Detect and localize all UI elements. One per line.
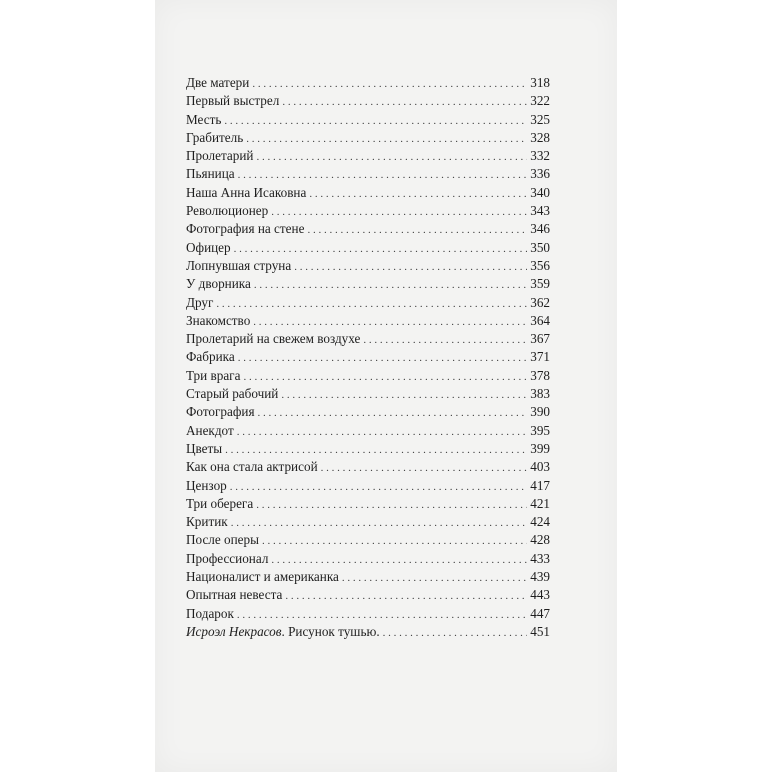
- dot-leader: [252, 75, 527, 93]
- toc-entry-page: 362: [530, 294, 550, 310]
- toc-entry: [186, 92, 550, 110]
- toc-entry-title: Критик: [186, 514, 228, 530]
- toc-entry-page: 390: [530, 404, 550, 420]
- dot-leader: [342, 569, 527, 587]
- toc-entry-title: Первый выстрел: [186, 93, 280, 109]
- dot-leader: [383, 624, 528, 642]
- dot-leader: [258, 404, 528, 422]
- toc-entry-page: 417: [530, 477, 550, 493]
- toc-entry-page: 367: [530, 331, 550, 347]
- toc-entry: [186, 477, 550, 495]
- toc-entry-last: [186, 623, 550, 641]
- toc-entry-page: 403: [530, 459, 550, 475]
- dot-leader: [230, 478, 527, 496]
- toc-entry-title: Цензор: [186, 477, 227, 493]
- toc-entry-title: Знакомство: [186, 312, 251, 328]
- toc-entry: [186, 403, 550, 421]
- toc-entry: [186, 184, 550, 202]
- dot-leader: [234, 240, 528, 258]
- toc-entry: [186, 74, 550, 92]
- toc-entry-page: 447: [530, 605, 550, 621]
- toc-entry: [186, 513, 550, 531]
- toc-entry-title: [186, 623, 383, 641]
- dot-leader: [238, 349, 528, 367]
- toc-entry-page: 318: [530, 75, 550, 90]
- toc-entry: [186, 147, 550, 165]
- toc-entry-page: 322: [530, 93, 550, 109]
- dot-leader: [281, 386, 527, 404]
- toc-entry-title: После оперы: [186, 532, 259, 548]
- toc-entry-page: 428: [530, 532, 550, 548]
- toc-entry: [186, 348, 550, 366]
- toc-entry: [186, 111, 550, 129]
- dot-leader: [294, 258, 527, 276]
- dot-leader: [238, 166, 528, 184]
- toc-entry-page: 343: [530, 203, 550, 219]
- toc-entry-title: Пролетарий: [186, 148, 254, 164]
- dot-leader: [246, 130, 527, 148]
- toc-entry: [186, 568, 550, 586]
- toc-entry: [186, 440, 550, 458]
- dot-leader: [225, 441, 527, 459]
- toc-entry-title: Революционер: [186, 203, 269, 219]
- toc-entry: [186, 422, 550, 440]
- toc-entry: [186, 165, 550, 183]
- toc-entry-title: Три оберега: [186, 495, 254, 511]
- toc-entry-page: 421: [530, 495, 550, 511]
- dot-leader: [282, 93, 527, 111]
- toc-entry: [186, 531, 550, 549]
- toc-entry-title: Три врага: [186, 367, 241, 383]
- toc-entry-page: 451: [530, 623, 550, 639]
- toc-entry-author: Исроэл Некрасов: [186, 623, 282, 639]
- dot-leader: [309, 185, 527, 203]
- toc-entry: [186, 239, 550, 257]
- toc-entry-title: Офицер: [186, 239, 231, 255]
- toc-entry: [186, 367, 550, 385]
- toc-entry-page: 439: [530, 569, 550, 585]
- toc-entry: [186, 495, 550, 513]
- dot-leader: [224, 112, 527, 130]
- toc-entry: [186, 458, 550, 476]
- toc-entry-page: 328: [530, 129, 550, 145]
- toc-entry-title: Фабрика: [186, 349, 235, 365]
- toc-entry: [186, 312, 550, 330]
- toc-entry-page: 359: [530, 276, 550, 292]
- dot-leader: [216, 295, 527, 313]
- table-of-contents: [186, 74, 550, 641]
- toc-entry-page: 399: [530, 440, 550, 456]
- toc-entry-title: Грабитель: [186, 129, 244, 145]
- dot-leader: [231, 514, 528, 532]
- dot-leader: [307, 221, 527, 239]
- toc-entry-page: 356: [530, 257, 550, 273]
- toc-entry-page: 325: [530, 111, 550, 127]
- toc-entry-page: 395: [530, 422, 550, 438]
- toc-entry-title: У дворника: [186, 276, 251, 292]
- dot-leader: [321, 459, 528, 477]
- toc-entry-title: Пролетарий на свежем воздухе: [186, 331, 361, 347]
- toc-entry-title: Профессионал: [186, 550, 269, 566]
- toc-entry: [186, 129, 550, 147]
- toc-entry: [186, 550, 550, 568]
- toc-entry: [186, 257, 550, 275]
- dot-leader: [262, 532, 527, 550]
- toc-entry: [186, 275, 550, 293]
- toc-entry: [186, 202, 550, 220]
- toc-entry-title: Националист и американка: [186, 569, 339, 585]
- toc-entry-page: 346: [530, 221, 550, 237]
- dot-leader: [254, 276, 527, 294]
- dot-leader: [253, 313, 527, 331]
- dot-leader: [256, 148, 527, 166]
- toc-entry-title: Старый рабочий: [186, 386, 279, 402]
- toc-entry-title: Подарок: [186, 605, 234, 621]
- toc-entry-page: 424: [530, 514, 550, 530]
- toc-entry: [186, 294, 550, 312]
- toc-entry-page: 332: [530, 148, 550, 164]
- toc-entry-title: Фотография: [186, 404, 255, 420]
- toc-entry: [186, 220, 550, 238]
- toc-entry-page: 383: [530, 386, 550, 402]
- toc-entry-title: Пьяница: [186, 166, 235, 182]
- toc-entry-page: 443: [530, 587, 550, 603]
- toc-entry: [186, 385, 550, 403]
- toc-entry-title: Анекдот: [186, 422, 234, 438]
- dot-leader: [256, 496, 527, 514]
- toc-entry-title: Опытная невеста: [186, 587, 283, 603]
- toc-entry-title: Лопнувшая струна: [186, 257, 292, 273]
- toc-entry-title: Фотография на стене: [186, 221, 305, 237]
- toc-entry-page: 336: [530, 166, 550, 182]
- dot-leader: [237, 606, 527, 624]
- toc-entry: [186, 605, 550, 623]
- dot-leader: [363, 331, 527, 349]
- toc-entry-page: 364: [530, 312, 550, 328]
- toc-entry: [186, 586, 550, 604]
- toc-entry-title: Цветы: [186, 440, 223, 456]
- toc-entry: [186, 330, 550, 348]
- toc-entry-caption: . Рисунок тушью.: [281, 623, 380, 639]
- toc-entry-title: Месть: [186, 111, 222, 127]
- dot-leader: [285, 587, 527, 605]
- toc-entry-page: 340: [530, 184, 550, 200]
- dot-leader: [271, 551, 527, 569]
- toc-entry-title: Друг: [186, 294, 214, 310]
- toc-entry-page: 433: [530, 550, 550, 566]
- dot-leader: [243, 368, 527, 386]
- dot-leader: [271, 203, 527, 221]
- toc-entry-title: Две матери: [186, 75, 250, 90]
- toc-entry-page: 371: [530, 349, 550, 365]
- toc-entry-page: 378: [530, 367, 550, 383]
- dot-leader: [237, 423, 527, 441]
- toc-entry-title: Наша Анна Исаковна: [186, 184, 307, 200]
- toc-entry-title: Как она стала актрисой: [186, 459, 318, 475]
- toc-entry-page: 350: [530, 239, 550, 255]
